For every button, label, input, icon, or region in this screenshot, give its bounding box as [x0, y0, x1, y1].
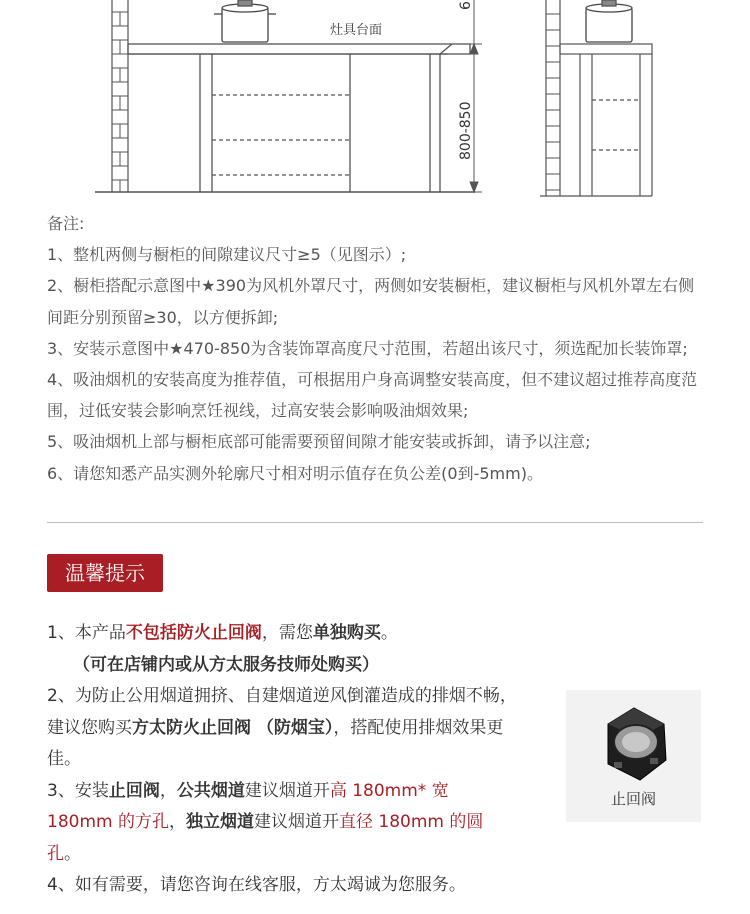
tip-item-1	[47, 618, 517, 650]
tip-text: ，	[159, 780, 177, 801]
tip-text: ，需您	[261, 623, 313, 643]
height-dimension-label: 800-850	[458, 101, 474, 160]
tip-highlight: 不包括防火止回阀	[125, 623, 262, 643]
tip-bold: 公共烟道	[176, 780, 245, 801]
tip-bold: 独立烟道	[185, 812, 254, 832]
check-valve-icon	[594, 702, 674, 788]
tip-text: 2、为防止公用烟道拥挤、自建烟道逆风倒灌造成的排烟不畅，建议您购买	[47, 686, 517, 738]
tip-text: 。	[380, 623, 398, 643]
tip-text: 3、安装	[47, 780, 109, 801]
pot-icon	[586, 0, 632, 42]
cabinet	[128, 44, 470, 192]
tip-item-2	[47, 681, 517, 776]
tip-item-1-sub: （可在店铺内或从方太服务技师处购买）	[73, 654, 379, 675]
tip-bold: 方太防火止回阀 （防烟宝）	[132, 717, 334, 738]
tip-text: 建议烟道开	[253, 812, 339, 832]
section-divider	[47, 522, 703, 523]
note-item: 6、请您知悉产品实测外轮廓尺寸相对明示值存在负公差(0到-5mm)。	[47, 463, 543, 483]
note-item: 2、橱柜搭配示意图中★390为风机外罩尺寸，两侧如安装橱柜，建议橱柜与风机外罩左右侧间距分别预留≥30，以方便拆卸;	[47, 276, 695, 327]
tip-highlight: 直径 180mm 的圆孔	[47, 812, 484, 864]
left-wall	[112, 0, 128, 192]
note-item: 3、安装示意图中★470-850为含装饰罩高度尺寸范围，若超出该尺寸，须选配加长装饰罩;	[47, 338, 688, 358]
tip-text: 。	[64, 843, 81, 864]
top-dimension-label: 6	[458, 1, 474, 10]
pot-icon	[214, 0, 276, 42]
tip-item-3	[47, 776, 517, 871]
tips-badge: 温馨提示	[47, 554, 163, 592]
tip-text: 1、本产品	[47, 623, 126, 643]
tips-section	[47, 618, 517, 902]
height-dimension	[466, 0, 482, 192]
tip-item-4: 4、如有需要，请您咨询在线客服，方太竭诚为您服务。	[47, 875, 466, 895]
countertop-label: 灶具台面	[330, 23, 383, 38]
tip-text: 建议烟道开	[244, 780, 330, 801]
tip-highlight: 高 180mm* 宽 180mm 的方孔	[47, 780, 449, 832]
tip-bold: 止回阀	[108, 780, 160, 801]
tip-text: ，搭配使用排烟效果更佳。	[47, 717, 504, 769]
note-item: 1、整机两侧与橱柜的间隙建议尺寸≥5（见图示）;	[47, 245, 407, 265]
notes-section	[47, 208, 707, 489]
note-item: 5、吸油烟机上部与橱柜底部可能需要预留间隙才能安装或拆卸，请予以注意;	[47, 432, 591, 452]
installation-diagram	[0, 0, 750, 200]
check-valve-label: 止回阀	[610, 790, 656, 808]
notes-heading: 备注:	[47, 214, 85, 233]
tip-bold: 单独购买	[312, 623, 381, 643]
note-item: 4、吸油烟机的安装高度为推荐值，可根据用户身高调整安装高度，但不建议超过推荐高度范围，过低安装会影响烹饪视线，过高安装会影响吸油烟效果;	[47, 370, 698, 421]
tip-text: ，	[168, 812, 186, 832]
check-valve-card	[566, 690, 701, 822]
